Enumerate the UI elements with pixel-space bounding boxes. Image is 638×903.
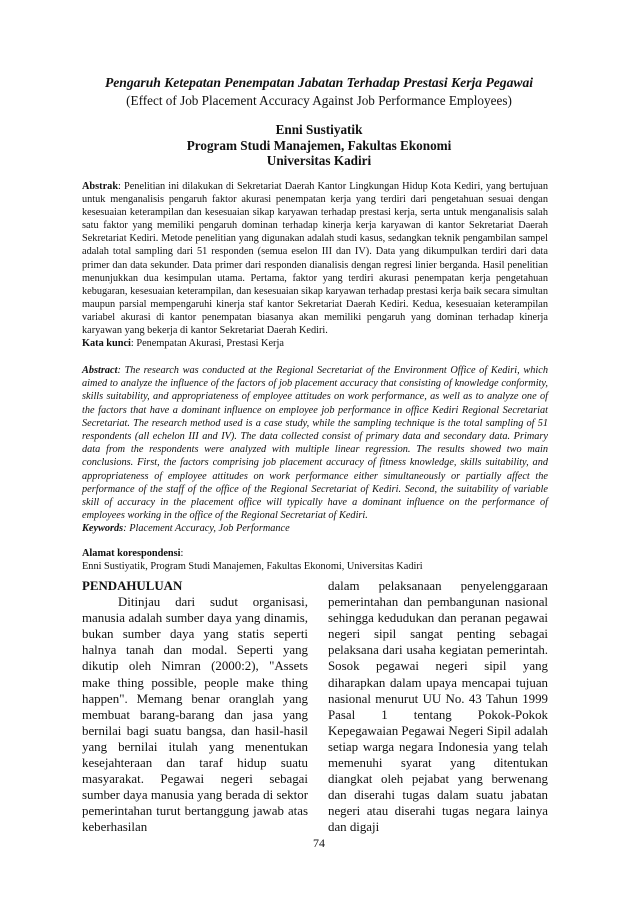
page-number: 74 bbox=[313, 836, 325, 850]
abstrak-text: : Penelitian ini dilakukan di Sekretariat Daerah Kantor Lingkungan Hidup Kota Kediri, yang bertujuan untuk menganalisis pengaruh faktor akurasi penempatan kerja yang terdiri dari pengetahuan sesuai dengan kesesuaian keterampilan dan kesesuaian sikap karyawan terhadap prestasi kerja, serta untuk menganalisis salah satu faktor yang memiliki pengaruh dominan terhadap kinerja kerja karyawan di kantor Sekretariat Daerah Sekretariat Kediri. Metode penelitian yang digunakan adalah studi kasus, sedangkan teknik pengambilan sampel adalah total sampling dari 51 responden (semua eselon III dan IV). Data yang dikumpulkan terdiri dari data primer dan data sekunder. Data primer dari responden dianalisis dengan regresi linier berganda. Hasil penelitian menunjukkan dua kesimpulan utama. Pertama, faktor yang terdiri akurasi penempatan kerja pengetahuan kebugaran, kesesuaian keterampilan, dan kesesuaian sikap karyawan terhadap prestasi kerja baik secara simultan maupun parsial mempengaruhi kinerja staf kantor Sekretariat Daerah Kediri. Kedua, kesesuaian keterampilan variabel akurasi di kantor penempatan biasanya akan memiliki pengaruh yang dominan terhadap kinerja karyawan yang bekerja di kantor Sekretariat Daerah Kediri. bbox=[82, 181, 548, 337]
kata-kunci-label: Kata kunci bbox=[82, 338, 131, 350]
author-program: Program Studi Manajemen, Fakultas Ekonomi bbox=[186, 137, 452, 153]
kata-kunci-text: : Penempatan Akurasi, Prestasi Kerja bbox=[130, 338, 284, 350]
author-name: Enni Sustiyatik bbox=[275, 122, 363, 137]
body-column-left bbox=[82, 578, 308, 836]
author-block bbox=[60, 122, 578, 169]
body-paragraph-right: dalam pelaksanaan penyelenggaraan pemerintahan dan pembangunan nasional sehingga kedudukan dan peranan pegawai negeri sipil sangat penting sebagai pelaksana dari usaha kegiatan pemerintah. Sosok pegawai negeri sipil yang diharapkan dalam upaya mencapai tujuan nasional menurut UU No. 43 Tahun 1999 Pasal 1 tentang Pokok-Pokok Kepegawaian Pegawai Negeri Sipil adalah setiap warga negara Indonesia yang telah memenuhi syarat yang ditentukan diangkat oleh pejabat yang berwenang dan diserahi tugas dalam suatu jabatan negeri atau diserahi tugas negara lainya dan digaji bbox=[328, 579, 548, 835]
keywords-text: : Placement Accuracy, Job Performance bbox=[123, 523, 290, 535]
correspondence-colon: : bbox=[180, 548, 184, 559]
paper-subtitle: (Effect of Job Placement Accuracy Against Job Performance Employees) bbox=[126, 93, 512, 108]
keywords-label: Keywords bbox=[82, 523, 124, 535]
body-column-right bbox=[328, 578, 548, 836]
correspondence-text: Enni Sustiyatik, Program Studi Manajemen, Fakultas Ekonomi, Universitas Kadiri bbox=[82, 561, 423, 573]
abstract-label: Abstract bbox=[82, 365, 118, 376]
abstract-text: : The research was conducted at the Regional Secretariat of the Environment Office of Kediri, which aimed to analyze the influence of the factors of job placement accuracy that consisting of knowledge conformity, skills suitability, and appropriateness of employee attitudes on work performance, as well as to analyze one of the factors that have a dominant influence on employee job performance in office Kediri Regional Secretariat Secretariat. The research method used is a case study, while the sampling technique is the total sampling of 51 respondents (all echelon III and IV). The data collected consist of primary data and secondary data. Primary data from the respondents were analyzed with multiple linear regression. The results showed two main conclusions. First, the factors comprising job placement accuracy of fitness knowledge, skills suitability, and appropriateness of employee attitudes on work performance either simultaneously or partially affect the performance of the staff of the office of the Regional Secretariat of Kediri. Second, the suitability of variable skill of accuracy in the placement office will typically have a dominant influence on the performance of employees working in the office of the Regional Secretariat of Kediri. bbox=[82, 365, 548, 522]
abstract-block bbox=[82, 364, 548, 536]
abstrak-label: Abstrak bbox=[82, 181, 119, 192]
body-paragraph-left: Ditinjau dari sudut organisasi, manusia adalah sumber daya yang dinamis, bukan sumber daya yang statis seperti halnya tanah dan modal. Seperti yang dikutip oleh Nimran (2000:2), "Assets make thing possible, people make thing happen". Memang benar oranglah yang membuat barang-barang dan jasa yang bernilai bagi suatu bangsa, dan hasil-hasil yang bernilai itulah yang menentukan kesejahteraan dan taraf hidup suatu masyarakat. Pegawai negeri sebagai sumber daya manusia yang berada di sektor pemerintahan turut bertanggung jawab atas keberhasilan bbox=[82, 595, 308, 835]
author-university: Universitas Kadiri bbox=[266, 153, 372, 168]
correspondence-block bbox=[82, 547, 548, 573]
section-heading: PENDAHULUAN bbox=[82, 579, 183, 593]
correspondence-label: Alamat korespondensi bbox=[82, 548, 181, 559]
abstrak-block bbox=[82, 180, 548, 350]
paper-title: Pengaruh Ketepatan Penempatan Jabatan Terhadap Prestasi Kerja Pegawai bbox=[104, 75, 534, 90]
